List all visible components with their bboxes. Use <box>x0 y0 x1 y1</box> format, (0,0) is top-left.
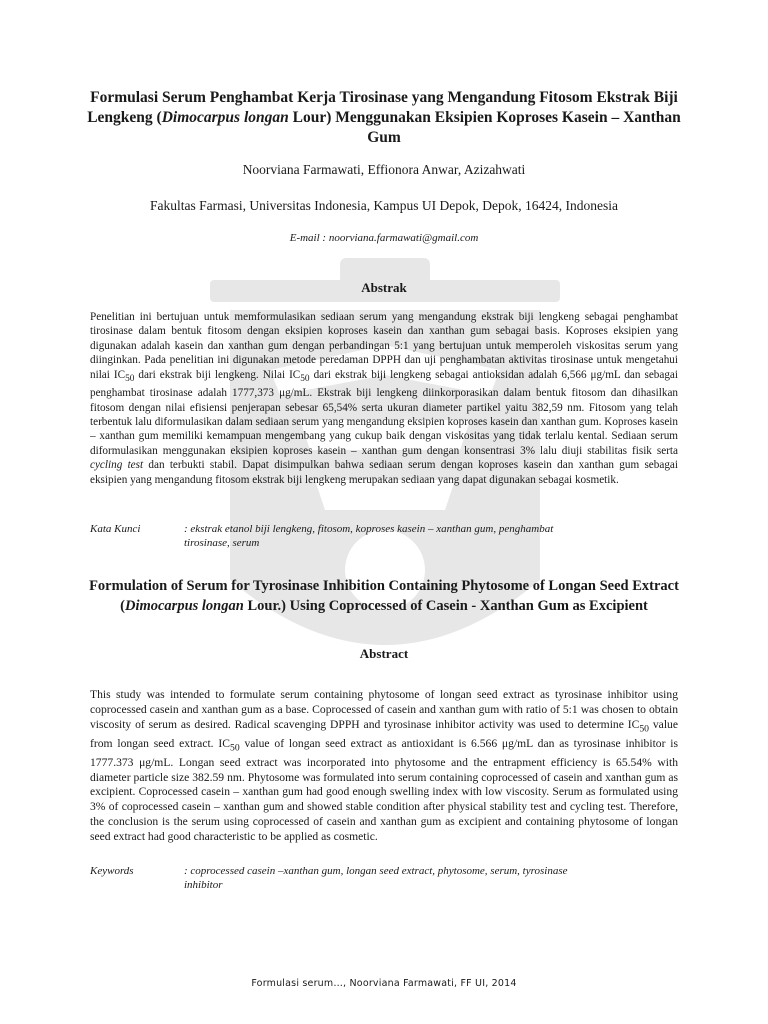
keywords-label: Keywords <box>90 865 134 877</box>
abstrak-heading: Abstrak <box>361 280 407 295</box>
abstract-heading: Abstract <box>359 646 409 661</box>
abstrak-body: Penelitian ini bertujuan untuk memformulasikan sediaan serum yang mengandung ekstrak biji lengkeng sebagai penghambat tirosinase dalam bentuk fitosom dengan eksipien koproses kasein dan xanthan gum sebagai basis. Koproses eksipien yang digunakan adalah kasein dan xanthan gum dengan perbandingan 5:1 yang bertujuan untuk memperoleh viskositas serum yang diinginkan. Pada penelitian ini digunakan metode peredaman DPPH dan uji penghambatan aktivitas tirosinase untuk mengetahui nilai $IC_{50}$ dari ekstrak biji lengkeng. Nilai $IC_{50}$ dari ekstrak biji lengkeng sebagai antioksidan adalah 6,566 μg/mL dan sebagai penghambat tirosinase adalah 1777,373 μg/mL. Ekstrak biji lengkeng diinkorporasikan dalam bentuk fitosom dan dihasilkan fitosom dengan nilai efisiensi penjerapan sebesar 65,54% serta ukuran diameter partikel yaitu 382,59 nm. Fitosom yang telah terbentuk lalu diformulasikan dalam sediaan serum yang mengandung eksipien koproses kasein dan xanthan gum. Koproses kasein – xanthan gum memiliki kemampuan mengembang yang cukup baik dengan viskositas yang tidak terlalu kental. Sediaan serum diformulasikan menggunakan eksipien koproses kasein – xanthan gum dengan konsentrasi 3% lalu diuji stabilitas fisik serta cycling test dan terbukti stabil. Dapat disimpulkan bahwa sediaan serum dengan koproses kasein dan xanthan gum sebagai eksipien yang mengandung fitosom ekstrak biji lengkeng merupakan sediaan yang dapat digunakan sebagai kosmetik. <box>90 311 679 486</box>
author-list: Noorviana Farmawati, Effionora Anwar, Azizahwati <box>242 162 526 177</box>
abstract-body: This study was intended to formulate serum containing phytosome of longan seed extract as tyrosinase inhibitor using coprocessed casein and xanthan gum as a base. Coprocessed of casein and xanthan gum with ratio of 5:1 was chosen to obtain viscosity of serum as desired. Radical scavenging DPPH and tyrosinase inhibitor activity was used to determine $IC_{50}$ value from longan seed extract. $IC_{50}$ value of longan seed extract as antioxidant is 6.566 μg/mL dan as tyrosinase inhibitor is 1777.373 μg/mL. Longan seed extract was incorporated into phytosome and the entrapment efficiency is 65.54% with diameter particle size 382.59 nm. Phytosome was formulated into serum containing coprocessed of casein and xanthan gum as excipient. Coprocessed casein – xanthan gum had good enough swelling index with low viscosity. Serum as formulated using 3% of coprocessed casein – xanthan gum and showed stable condition after physical stability test and cycling test. Therefore, the conclusion is the serum using coprocessed of casein and xanthan gum as excipient and containing phytosome of longan seed extract had good characteristic to be applied as cosmetic. <box>90 688 678 843</box>
affiliation: Fakultas Farmasi, Universitas Indonesia, Kampus UI Depok, Depok, 16424, Indonesia <box>150 198 618 213</box>
kata-kunci-label: Kata Kunci <box>90 523 141 535</box>
page-footer: Formulasi serum…, Noorviana Farmawati, FF UI, 2014 <box>251 978 517 989</box>
kata-kunci-value: : ekstrak etanol biji lengkeng, fitosom, koproses kasein – xanthan gum, penghambat tirosinase, serum <box>184 523 554 549</box>
paper-title-indonesian: Formulasi Serum Penghambat Kerja Tirosinase yang Mengandung Fitosom Ekstrak Biji Lengkeng (Dimocarpus longan Lour) Menggunakan Eksipien Koproses Kasein – Xanthan Gum <box>87 89 681 146</box>
paper-title-english: Formulation of Serum for Tyrosinase Inhibition Containing Phytosome of Longan Seed Extract (Dimocarpus longan Lour.) Using Coprocessed of Casein - Xanthan Gum as Excipient <box>89 578 679 614</box>
keywords-value: : coprocessed casein –xanthan gum, longan seed extract, phytosome, serum, tyrosinase inhibitor <box>184 865 568 891</box>
author-email: E-mail : noorviana.farmawati@gmail.com <box>289 232 479 244</box>
